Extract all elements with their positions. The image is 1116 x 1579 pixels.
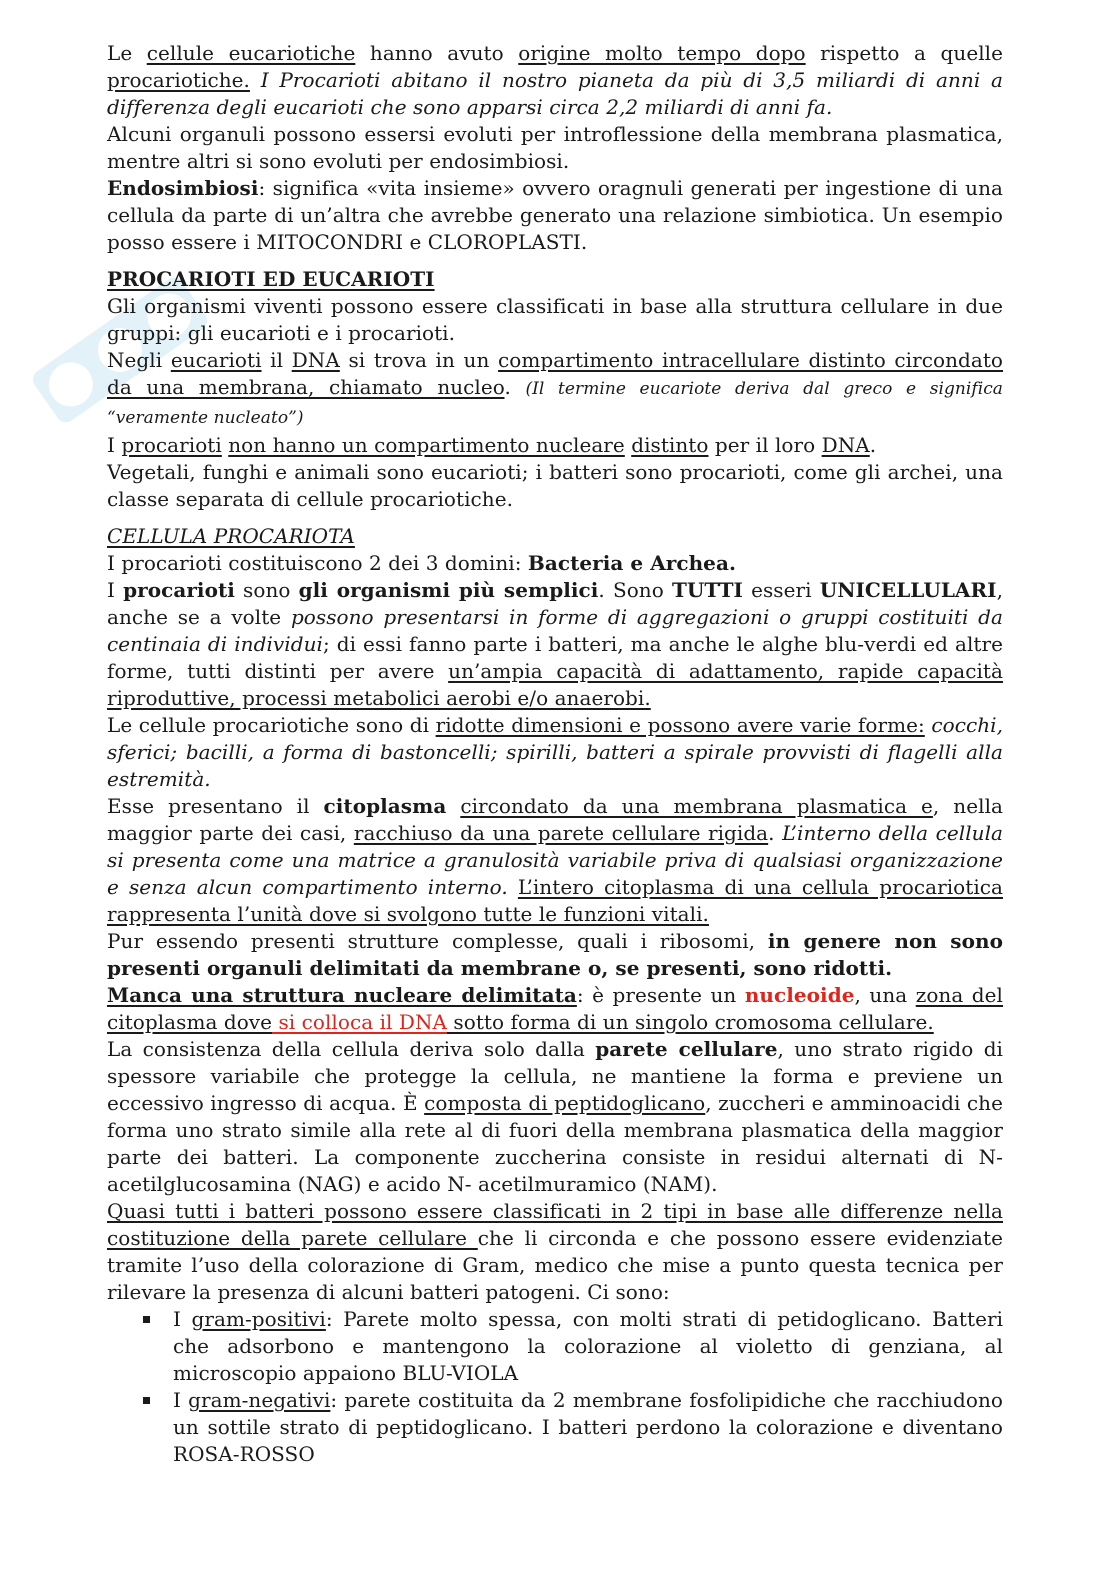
section-title-cellula-procariota: CELLULA PROCARIOTA <box>107 524 355 548</box>
section2-paragraph-cytoplasm: Esse presentano il citoplasma circondato da una membrana plasmatica e, nella maggior parte dei casi, racchiuso da una parete cellulare rigida. L’interno della cellula si presenta come una matrice a granulosità variabile priva di qualsiasi organizzazione e senza alcun compartimento interno. L’intero citoplasma di una cellula procariotica rappresenta l’unità dove si svolgono tutte le funzioni vitali. <box>107 794 1004 926</box>
section-title-procarioti-eucarioti: PROCARIOTI ED EUCARIOTI <box>107 267 435 291</box>
gram-types-list <box>107 1306 1003 1468</box>
section1-paragraph-examples: Vegetali, funghi e animali sono eucarioti; i batteri sono procarioti, come gli archei, una classe separata di cellule procariotiche. <box>107 460 1003 511</box>
bullet-icon <box>143 1397 150 1404</box>
section2-paragraph-simplest-organisms: I procarioti sono gli organismi più semplici. Sono TUTTI esseri UNICELLULARI, anche se a volte possono presentarsi in forme di aggregazioni o gruppi costituiti da centinaia di individui; di essi fanno parte i batteri, ma anche le alghe blu-verdi ed altre forme, tutti distinti per avere un’ampia capacità di adattamento, rapide capacità riproduttive, processi metabolici aerobi e/o anaerobi. <box>107 578 1003 710</box>
section2-paragraph-organelles: Pur essendo presenti strutture complesse, quali i ribosomi, in genere non sono presenti organuli delimitati da membrane o, se presenti, sono ridotti. <box>107 929 1003 980</box>
list-item-gram-negative: I gram-negativi: parete costituita da 2 membrane fosfolipidiche che racchiudono un sottile strato di peptidoglicano. I batteri perdono la colorazione e diventano ROSA-ROSSO <box>107 1387 1003 1468</box>
bullet-icon <box>143 1316 150 1323</box>
intro-paragraph-organelles: Alcuni organuli possono essersi evoluti per introflessione della membrana plasmatica, mentre altri si sono evoluti per endosimbiosi. <box>107 122 1003 173</box>
section2-paragraph-domains: I procarioti costituiscono 2 dei 3 domini: Bacteria e Archea. <box>107 551 736 575</box>
section1-paragraph-prokaryotes: I procarioti non hanno un compartimento nucleare distinto per il loro DNA. <box>107 433 877 457</box>
section2-paragraph-shapes: Le cellule procariotiche sono di ridotte dimensioni e possono avere varie forme: cocchi, sferici; bacilli, a forma di bastoncelli; spirilli, batteri a spirale provvisti di flagelli alla estremità. <box>107 713 1003 791</box>
section1-paragraph-eukaryotes: Negli eucarioti il DNA si trova in un compartimento intracellulare distinto circondato da una membrana, chiamato nucleo. (Il termine eucariote deriva dal greco e significa “veramente nucleato”) <box>107 348 1004 428</box>
section2-paragraph-gram: Quasi tutti i batteri possono essere classificati in 2 tipi in base alle differenze nella costituzione della parete cellulare che li circonda e che possono essere evidenziate tramite l’uso della colorazione di Gram, medico che mise a punto questa tecnica per rilevare la presenza di alcuni batteri patogeni. Ci sono: <box>107 1199 1003 1304</box>
intro-paragraph-origin: Le cellule eucariotiche hanno avuto origine molto tempo dopo rispetto a quelle procariotiche. I Procarioti abitano il nostro pianeta da più di 3,5 miliardi di anni a differenza degli eucarioti che sono apparsi circa 2,2 miliardi di anni fa. <box>107 41 1003 119</box>
intro-paragraph-endosymbiosis: Endosimbiosi: significa «vita insieme» ovvero oragnuli generati per ingestione di una cellula da parte di un’altra che avrebbe generato una relazione simbiotica. Un esempio posso essere i MITOCONDRI e CLOROPLASTI. <box>107 176 1003 254</box>
document-page <box>107 40 1003 1468</box>
section1-paragraph-classification: Gli organismi viventi possono essere classificati in base alla struttura cellulare in due gruppi: gli eucarioti e i procarioti. <box>107 294 1003 345</box>
list-item-gram-positive: I gram-positivi: Parete molto spessa, con molti strati di petidoglicano. Batteri che adsorbono e mantengono la colorazione al violetto di genziana, al microscopio appaiono BLU-VIOLA <box>107 1306 1003 1387</box>
section2-paragraph-cell-wall: La consistenza della cellula deriva solo dalla parete cellulare, uno strato rigido di spessore variabile che protegge la cellula, ne mantiene la forma e previene un eccessivo ingresso di acqua. È composta di peptidoglicano, zuccheri e amminoacidi che forma uno strato simile alla rete al di fuori della membrana plasmatica della maggior parte dei batteri. La componente zuccherina consiste in residui alternati di N- acetilglucosamina (NAG) e acido N- acetilmuramico (NAM). <box>107 1037 1003 1196</box>
section2-paragraph-nucleoid: Manca una struttura nucleare delimitata: è presente un nucleoide, una zona del citoplasma dove si colloca il DNA sotto forma di un singolo cromosoma cellulare. <box>107 983 1003 1034</box>
